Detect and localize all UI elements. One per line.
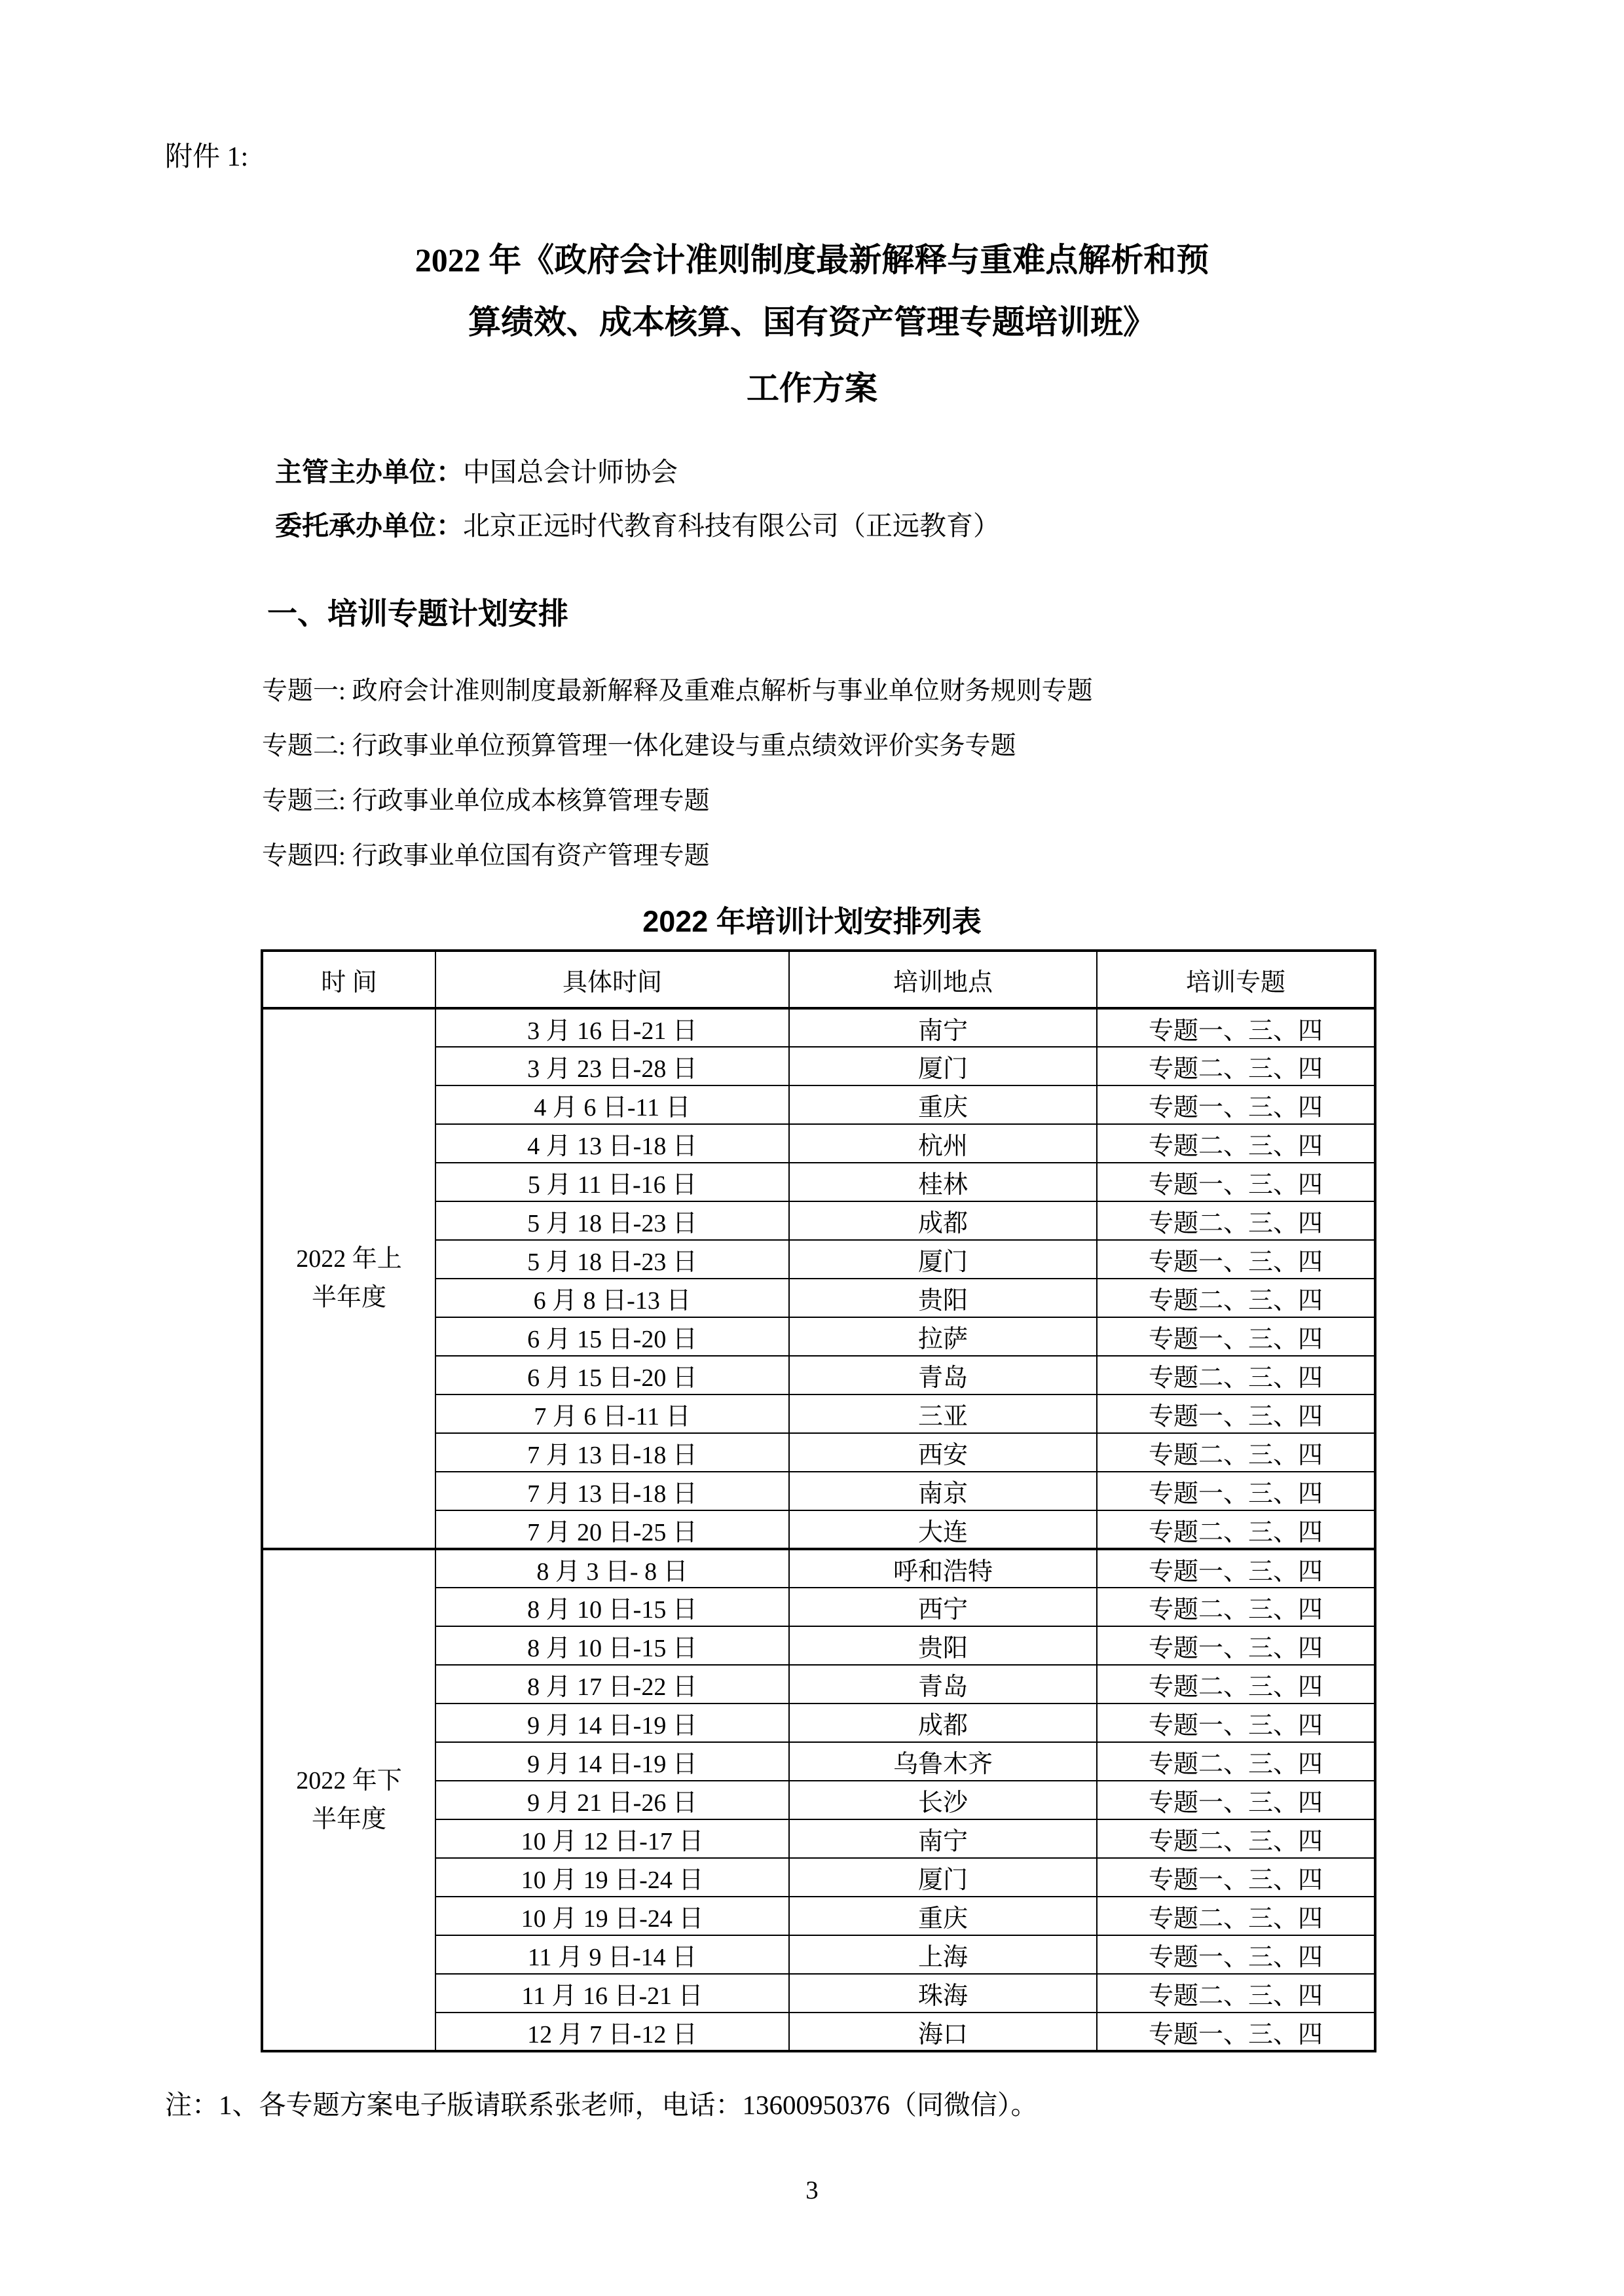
date-cell: 11 月 9 日-14 日 xyxy=(435,1935,789,1974)
topics-cell: 专题二、三、四 xyxy=(1097,1974,1375,2013)
topics-cell: 专题一、三、四 xyxy=(1097,1549,1375,1588)
location-cell: 珠海 xyxy=(789,1974,1097,2013)
location-cell: 贵阳 xyxy=(789,1279,1097,1317)
location-cell: 重庆 xyxy=(789,1085,1097,1124)
topics-cell: 专题一、三、四 xyxy=(1097,1935,1375,1974)
topic-label: 专题四: xyxy=(262,842,346,870)
date-cell: 10 月 12 日-17 日 xyxy=(435,1819,789,1858)
footnote: 注：1、各专题方案电子版请联系张老师，电话：13600950376（同微信）。 xyxy=(165,2090,1038,2120)
topics-cell: 专题二、三、四 xyxy=(1097,1588,1375,1626)
topic-item xyxy=(262,719,1624,774)
location-cell: 南宁 xyxy=(789,1819,1097,1858)
date-cell: 5 月 11 日-16 日 xyxy=(435,1163,789,1201)
location-cell: 乌鲁木齐 xyxy=(789,1742,1097,1781)
date-cell: 4 月 6 日-11 日 xyxy=(435,1085,789,1124)
topics-cell: 专题二、三、四 xyxy=(1097,1819,1375,1858)
date-cell: 7 月 13 日-18 日 xyxy=(435,1433,789,1472)
title-line-3: 工作方案 xyxy=(747,370,877,407)
schedule-table-header xyxy=(262,951,1375,1008)
topics-cell: 专题二、三、四 xyxy=(1097,1665,1375,1704)
date-cell: 4 月 13 日-18 日 xyxy=(435,1124,789,1163)
topics-cell: 专题一、三、四 xyxy=(1097,2013,1375,2051)
location-cell: 杭州 xyxy=(789,1124,1097,1163)
topics-list xyxy=(262,664,1624,884)
topics-cell: 专题二、三、四 xyxy=(1097,1124,1375,1163)
location-cell: 青岛 xyxy=(789,1356,1097,1394)
topics-cell: 专题一、三、四 xyxy=(1097,1626,1375,1665)
topics-cell: 专题二、三、四 xyxy=(1097,1356,1375,1394)
topics-cell: 专题一、三、四 xyxy=(1097,1394,1375,1433)
location-cell: 南京 xyxy=(789,1472,1097,1510)
date-cell: 11 月 16 日-21 日 xyxy=(435,1974,789,2013)
topics-cell: 专题一、三、四 xyxy=(1097,1472,1375,1510)
date-cell: 5 月 18 日-23 日 xyxy=(435,1240,789,1279)
location-cell: 三亚 xyxy=(789,1394,1097,1433)
date-cell: 9 月 21 日-26 日 xyxy=(435,1781,789,1819)
location-cell: 厦门 xyxy=(789,1240,1097,1279)
location-cell: 呼和浩特 xyxy=(789,1549,1097,1588)
location-cell: 重庆 xyxy=(789,1897,1097,1935)
topics-cell: 专题一、三、四 xyxy=(1097,1781,1375,1819)
topics-cell: 专题一、三、四 xyxy=(1097,1085,1375,1124)
table-row xyxy=(262,1549,1375,1588)
date-cell: 8 月 10 日-15 日 xyxy=(435,1588,789,1626)
date-cell: 10 月 19 日-24 日 xyxy=(435,1858,789,1897)
location-cell: 桂林 xyxy=(789,1163,1097,1201)
table-row xyxy=(262,1008,1375,1047)
organizer-row-supervisor xyxy=(275,445,1624,499)
date-cell: 8 月 17 日-22 日 xyxy=(435,1665,789,1704)
organizer-label: 委托承办单位： xyxy=(275,511,463,541)
location-cell: 南宁 xyxy=(789,1008,1097,1047)
organizers-block xyxy=(275,445,1624,553)
date-cell: 3 月 23 日-28 日 xyxy=(435,1047,789,1085)
document-title xyxy=(0,229,1624,354)
date-cell: 8 月 10 日-15 日 xyxy=(435,1626,789,1665)
date-cell: 7 月 6 日-11 日 xyxy=(435,1394,789,1433)
date-cell: 3 月 16 日-21 日 xyxy=(435,1008,789,1047)
organizer-value: 北京正远时代教育科技有限公司（正远教育） xyxy=(463,511,1000,541)
schedule-table-body xyxy=(262,1008,1375,2051)
period-line: 半年度 xyxy=(311,1805,386,1833)
date-cell: 6 月 15 日-20 日 xyxy=(435,1356,789,1394)
period-line: 2022 年下 xyxy=(296,1766,402,1795)
location-cell: 厦门 xyxy=(789,1858,1097,1897)
date-cell: 9 月 14 日-19 日 xyxy=(435,1742,789,1781)
location-cell: 厦门 xyxy=(789,1047,1097,1085)
topics-cell: 专题二、三、四 xyxy=(1097,1201,1375,1240)
topics-cell: 专题二、三、四 xyxy=(1097,1047,1375,1085)
date-cell: 6 月 15 日-20 日 xyxy=(435,1317,789,1356)
date-cell: 7 月 13 日-18 日 xyxy=(435,1472,789,1510)
location-cell: 上海 xyxy=(789,1935,1097,1974)
header-row xyxy=(262,951,1375,1008)
topics-cell: 专题一、三、四 xyxy=(1097,1858,1375,1897)
page-number: 3 xyxy=(805,2176,819,2204)
topics-cell: 专题二、三、四 xyxy=(1097,1433,1375,1472)
header-cell-time: 时 间 xyxy=(262,951,435,1008)
topic-label: 专题二: xyxy=(262,732,346,760)
date-cell: 7 月 20 日-25 日 xyxy=(435,1510,789,1549)
organizer-value: 中国总会计师协会 xyxy=(463,457,678,487)
organizer-row-undertaker xyxy=(275,499,1624,553)
topics-cell: 专题一、三、四 xyxy=(1097,1704,1375,1742)
location-cell: 海口 xyxy=(789,2013,1097,2051)
topic-text: 行政事业单位成本核算管理专题 xyxy=(352,787,710,815)
topics-cell: 专题二、三、四 xyxy=(1097,1742,1375,1781)
topic-item xyxy=(262,774,1624,829)
topic-item xyxy=(262,664,1624,719)
date-cell: 9 月 14 日-19 日 xyxy=(435,1704,789,1742)
header-cell-location: 培训地点 xyxy=(789,951,1097,1008)
topic-text: 行政事业单位预算管理一体化建设与重点绩效评价实务专题 xyxy=(352,732,1016,760)
location-cell: 西安 xyxy=(789,1433,1097,1472)
attachment-label: 附件 1: xyxy=(165,142,249,172)
title-line-1: 2022 年《政府会计准则制度最新解释与重难点解析和预 xyxy=(415,242,1209,278)
date-cell: 12 月 7 日-12 日 xyxy=(435,2013,789,2051)
organizer-label: 主管主办单位： xyxy=(275,457,463,487)
topics-cell: 专题一、三、四 xyxy=(1097,1008,1375,1047)
title-line-2: 算绩效、成本核算、国有资产管理专题培训班》 xyxy=(468,304,1156,340)
period-cell xyxy=(262,1008,435,1549)
section-heading: 一、培训专题计划安排 xyxy=(267,596,568,630)
date-cell: 10 月 19 日-24 日 xyxy=(435,1897,789,1935)
schedule-table xyxy=(261,949,1376,2052)
topic-text: 政府会计准则制度最新解释及重难点解析与事业单位财务规则专题 xyxy=(352,677,1093,705)
header-cell-topic: 培训专题 xyxy=(1097,951,1375,1008)
topic-text: 行政事业单位国有资产管理专题 xyxy=(352,842,710,870)
period-cell xyxy=(262,1549,435,2051)
date-cell: 6 月 8 日-13 日 xyxy=(435,1279,789,1317)
table-title: 2022 年培训计划安排列表 xyxy=(642,905,982,938)
topics-cell: 专题二、三、四 xyxy=(1097,1510,1375,1549)
date-cell: 8 月 3 日- 8 日 xyxy=(435,1549,789,1588)
header-cell-date: 具体时间 xyxy=(435,951,789,1008)
period-line: 2022 年上 xyxy=(296,1245,402,1273)
topic-item xyxy=(262,829,1624,884)
topics-cell: 专题二、三、四 xyxy=(1097,1897,1375,1935)
topics-cell: 专题二、三、四 xyxy=(1097,1279,1375,1317)
location-cell: 贵阳 xyxy=(789,1626,1097,1665)
location-cell: 西宁 xyxy=(789,1588,1097,1626)
topics-cell: 专题一、三、四 xyxy=(1097,1240,1375,1279)
location-cell: 拉萨 xyxy=(789,1317,1097,1356)
topic-label: 专题三: xyxy=(262,787,346,815)
location-cell: 成都 xyxy=(789,1201,1097,1240)
location-cell: 大连 xyxy=(789,1510,1097,1549)
period-line: 半年度 xyxy=(311,1284,386,1311)
topic-label: 专题一: xyxy=(262,677,346,705)
location-cell: 长沙 xyxy=(789,1781,1097,1819)
topics-cell: 专题一、三、四 xyxy=(1097,1317,1375,1356)
location-cell: 青岛 xyxy=(789,1665,1097,1704)
location-cell: 成都 xyxy=(789,1704,1097,1742)
topics-cell: 专题一、三、四 xyxy=(1097,1163,1375,1201)
date-cell: 5 月 18 日-23 日 xyxy=(435,1201,789,1240)
